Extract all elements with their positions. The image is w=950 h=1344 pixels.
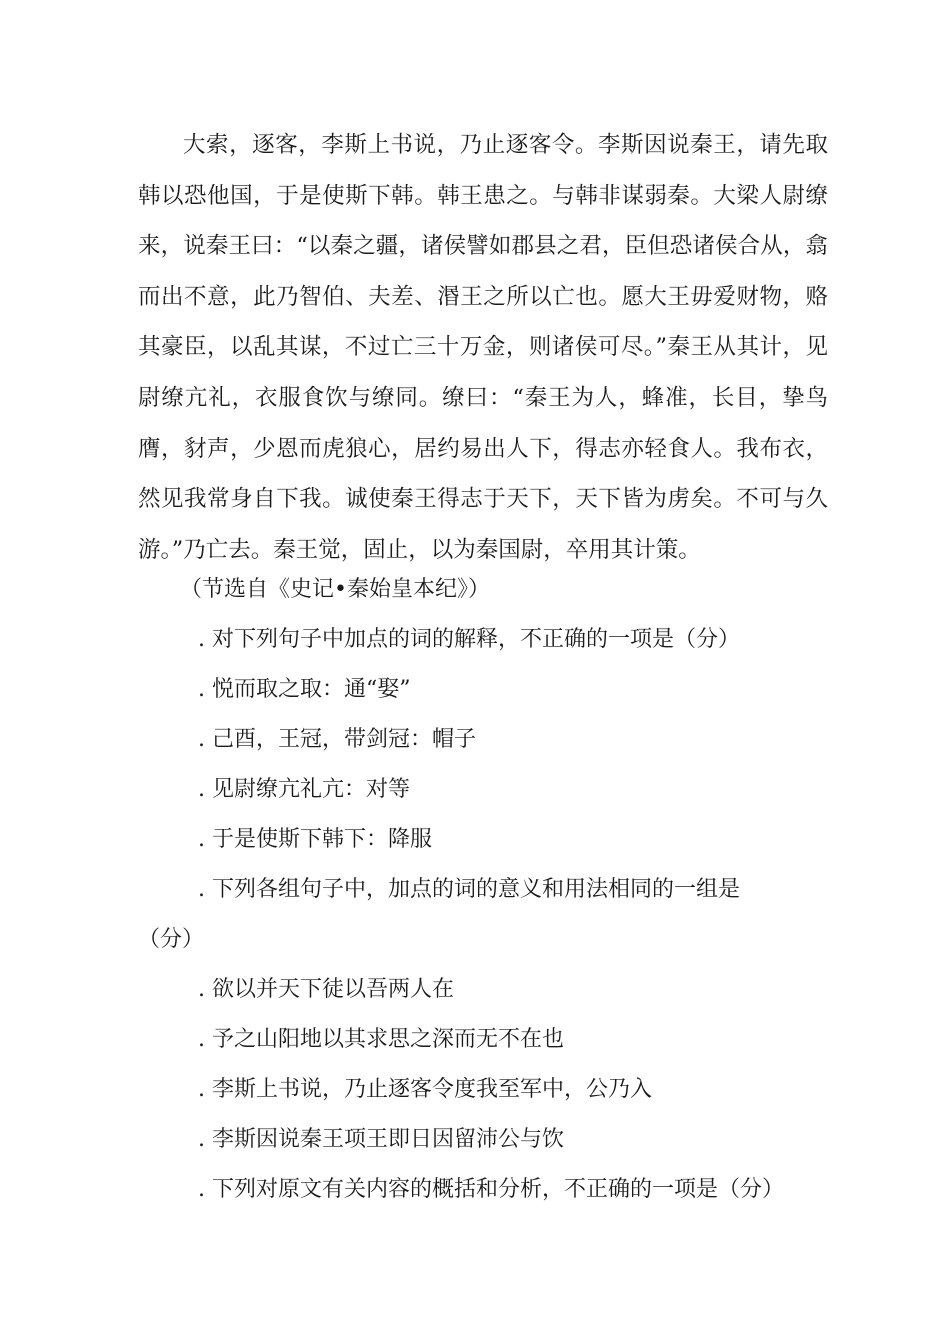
question-1-option: . 悦而取之取：通“娶” <box>198 677 411 702</box>
question-1-option: . 于是使斯下韩下：降服 <box>198 827 432 852</box>
question-3-stem: . 下列对原文有关内容的概括和分析，不正确的一项是（分） <box>198 1177 784 1202</box>
question-1-stem: . 对下列句子中加点的词的解释，不正确的一项是（分） <box>198 627 740 652</box>
passage-paragraph: 大索，逐客，李斯上书说，乃止逐客令。李斯因说秦王，请先取韩以恐他国，于是使斯下韩。韩王患之。与韩非谋弱秦。大梁人尉缭来，说秦王曰：“以秦之疆，诸侯譬如郡县之君，臣但恐诸侯合从，翕而出不意，此乃智伯、夫差、湣王之所以亡也。愿大王毋爱财物，赂其豪臣，以乱其谋，不过亡三十万金，则诸侯可尽。”秦王从其计，见尉缭亢礼，衣服食饮与缭同。缭曰：“秦王为人，蜂准，长目，挚鸟膺，豺声，少恩而虎狼心，居约易出人下，得志亦轻食人。我布衣，然见我常身自下我。诚使秦王得志于天下，天下皆为虏矣。不可与久游。”乃亡去。秦王觉，固止，以为秦国尉，卒用其计策。 <box>138 132 828 563</box>
question-2-stem: . 下列各组句子中，加点的词的意义和用法相同的一组是 <box>198 877 740 902</box>
question-2-option: . 予之山阳地以其求思之深而无不在也 <box>198 1027 564 1052</box>
question-2-option: . 欲以并天下徒以吾两人在 <box>198 977 454 1002</box>
question-2-stem-continued: （分） <box>138 927 205 952</box>
passage-source: （节选自《史记•秦始皇本纪》） <box>180 577 490 602</box>
question-2-option: . 李斯因说秦王项王即日因留沛公与饮 <box>198 1127 564 1152</box>
question-2-option: . 李斯上书说，乃止逐客令度我至军中，公乃入 <box>198 1077 652 1102</box>
question-1-option: . 见尉缭亢礼亢：对等 <box>198 777 410 802</box>
question-1-option: . 己酉，王冠，带剑冠：帽子 <box>198 727 476 752</box>
